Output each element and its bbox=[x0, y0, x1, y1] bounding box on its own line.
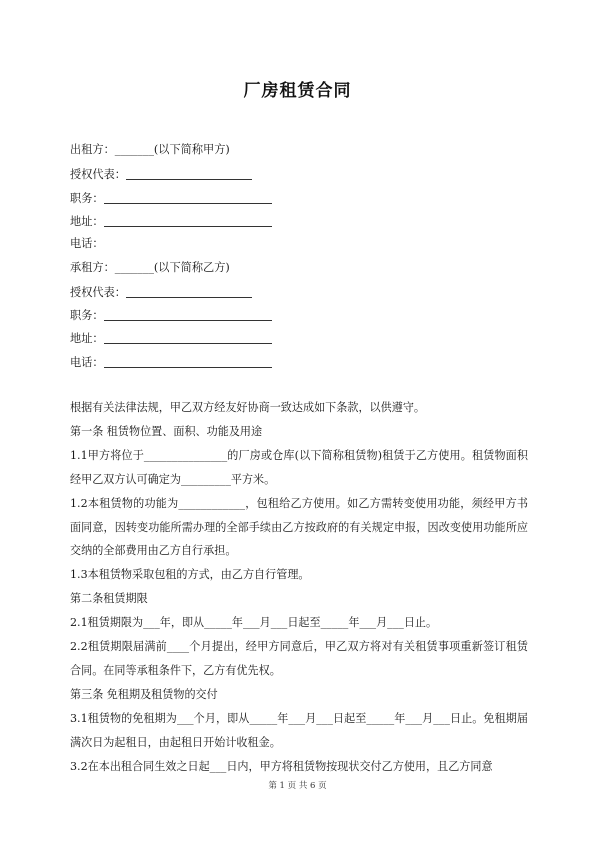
lessor-rep-label: 授权代表： bbox=[70, 168, 126, 181]
clause-1-3: 1.3本租赁物采取包租的方式，由乙方自行管理。 bbox=[70, 568, 310, 582]
contract-body bbox=[70, 396, 528, 779]
lessor-address-label: 地址： bbox=[70, 215, 104, 228]
lessor-position-label: 职务： bbox=[70, 192, 104, 205]
article-1-heading: 第一条 租赁物位置、面积、功能及用途 bbox=[70, 424, 263, 438]
clause-1-2: 1.2本租赁物的功能为____________，包租给乙方使用。如乙方需转变使用功能，须经甲方书面同意，因转变功能所需办理的全部手续由乙方按政府的有关规定申报，因改变使用功能所应交纳的全部费用由乙方自行承担。 bbox=[70, 496, 528, 558]
lessor-phone: 电话： bbox=[70, 237, 104, 250]
article-2-heading: 第二条租赁期限 bbox=[70, 592, 148, 606]
lessee-rep bbox=[70, 285, 252, 300]
lessee-address-label: 地址： bbox=[70, 332, 104, 345]
clause-2-1: 2.1租赁期限为___年，即从_____年___月___日起至_____年___月___日止。 bbox=[70, 616, 438, 630]
lessee-rep-blank bbox=[126, 285, 252, 298]
clause-2-2: 2.2租赁期限届满前____个月提出，经甲方同意后，甲乙双方将对有关租赁事项重新签订租赁合同。在同等承租条件下，乙方有优先权。 bbox=[70, 640, 528, 677]
lessee-phone-blank bbox=[104, 355, 272, 368]
article-3-heading: 第三条 免租期及租赁物的交付 bbox=[70, 687, 218, 701]
lessor-rep-blank bbox=[126, 167, 252, 180]
lessee-address bbox=[70, 331, 272, 346]
lessor-address bbox=[70, 214, 272, 229]
lessor-position-blank bbox=[104, 191, 272, 204]
lessee-rep-label: 授权代表： bbox=[70, 286, 126, 299]
lessor-rep bbox=[70, 167, 252, 182]
lessor-position bbox=[70, 191, 272, 206]
lessee-position-blank bbox=[104, 308, 272, 321]
preamble-paragraph: 根据有关法律法规，甲乙双方经友好协商一致达成如下条款，以供遵守。 bbox=[70, 401, 426, 414]
lessor-address-blank bbox=[104, 214, 272, 227]
lessee-position bbox=[70, 308, 272, 323]
page-number: 第 1 页 共 6 页 bbox=[268, 781, 327, 791]
lessee-name: 承租方：_______(以下简称乙方) bbox=[70, 261, 230, 274]
lessee-phone bbox=[70, 355, 272, 370]
lessee-address-blank bbox=[104, 331, 272, 344]
clause-1-1: 1.1甲方将位于_______________的厂房或仓库(以下简称租赁物)租赁于乙方使用。租赁物面积经甲乙双方认可确定为_________平方米。 bbox=[70, 448, 528, 486]
clause-3-1: 3.1租赁物的免租期为___个月，即从_____年___月___日起至_____年___月___日止。免租期届满次日为起租日，由起租日开始计收租金。 bbox=[70, 711, 528, 749]
lessee-phone-label: 电话： bbox=[70, 356, 104, 369]
lessor-name: 出租方：_______(以下简称甲方) bbox=[70, 143, 230, 156]
clause-3-2: 3.2在本出租合同生效之日起___日内，甲方将租赁物按现状交付乙方使用，且乙方同意 bbox=[70, 759, 493, 773]
lessee-position-label: 职务： bbox=[70, 309, 104, 322]
document-title: 厂房租赁合同 bbox=[243, 81, 352, 101]
